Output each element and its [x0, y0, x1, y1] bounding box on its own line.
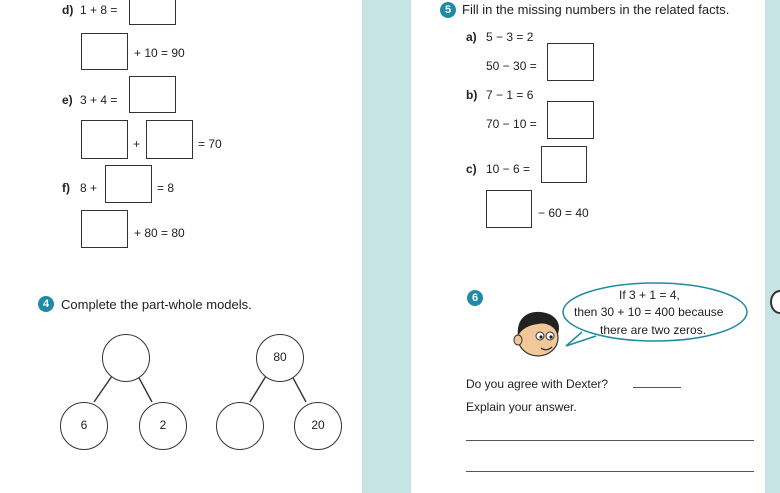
explain-answer-line-2[interactable]	[466, 471, 754, 472]
question-6-explain: Explain your answer.	[466, 400, 577, 414]
speech-bubble-tail	[566, 332, 596, 346]
equation-b: 7 − 1 = 6	[486, 88, 534, 102]
label-b: b)	[466, 88, 478, 102]
equation-c: 10 − 6 =	[486, 162, 531, 176]
question-6-prompt: Do you agree with Dexter?	[466, 377, 609, 391]
label-a: a)	[466, 30, 477, 44]
model1-connector-right	[138, 376, 152, 402]
answer-box-c2[interactable]	[486, 190, 532, 228]
model1-whole-circle[interactable]	[102, 334, 150, 382]
question-6-badge: 6	[467, 290, 483, 306]
answer-box-b[interactable]	[547, 101, 594, 139]
answer-box-a[interactable]	[547, 43, 594, 81]
agree-answer-line[interactable]	[633, 387, 681, 388]
equation-e2: = 70	[198, 137, 222, 151]
equation-a: 5 − 3 = 2	[486, 30, 534, 44]
question-4-title: Complete the part-whole models.	[61, 297, 252, 312]
label-e: e)	[62, 93, 73, 107]
model2-connector-right	[292, 376, 306, 402]
model1-part-left-circle: 6	[60, 402, 108, 450]
dexter-pupil-right	[549, 335, 552, 338]
right-edge-strip	[765, 0, 780, 493]
equation-f-end: = 8	[157, 181, 175, 195]
equation-d: 1 + 8 =	[80, 3, 118, 17]
model1-connector-left	[94, 376, 112, 402]
dexter-ear-shape	[514, 335, 522, 345]
label-c: c)	[466, 162, 477, 176]
equation-f: 8 +	[80, 181, 98, 195]
plus-sign-e: +	[133, 137, 141, 151]
model2-connector-left	[250, 376, 266, 402]
equation-b2: 70 − 10 =	[486, 117, 537, 131]
speech-line-2: then 30 + 10 = 400 because	[574, 305, 724, 319]
equation-a2: 50 − 30 =	[486, 59, 537, 73]
answer-box-c1[interactable]	[541, 146, 587, 183]
equation-c2: − 60 = 40	[538, 206, 589, 220]
equation-e: 3 + 4 =	[80, 93, 118, 107]
page-gutter	[362, 0, 411, 493]
question-5-badge: 5	[440, 2, 456, 18]
speech-line-1: If 3 + 1 = 4,	[619, 288, 680, 302]
label-f: f)	[62, 181, 70, 195]
equation-d2: + 10 = 90	[134, 46, 185, 60]
model1-part-right-circle: 2	[139, 402, 187, 450]
model2-whole-circle: 80	[256, 334, 304, 382]
dexter-pupil-left	[539, 335, 542, 338]
speech-line-3: there are two zeros.	[600, 323, 707, 337]
question-4-badge: 4	[38, 296, 54, 312]
question-5-title: Fill in the missing numbers in the related facts.	[462, 2, 730, 17]
equation-f2: + 80 = 80	[134, 226, 185, 240]
explain-answer-line-1[interactable]	[466, 440, 754, 441]
label-d: d)	[62, 3, 74, 17]
model2-part-left-circle[interactable]	[216, 402, 264, 450]
model2-part-right-circle: 20	[294, 402, 342, 450]
